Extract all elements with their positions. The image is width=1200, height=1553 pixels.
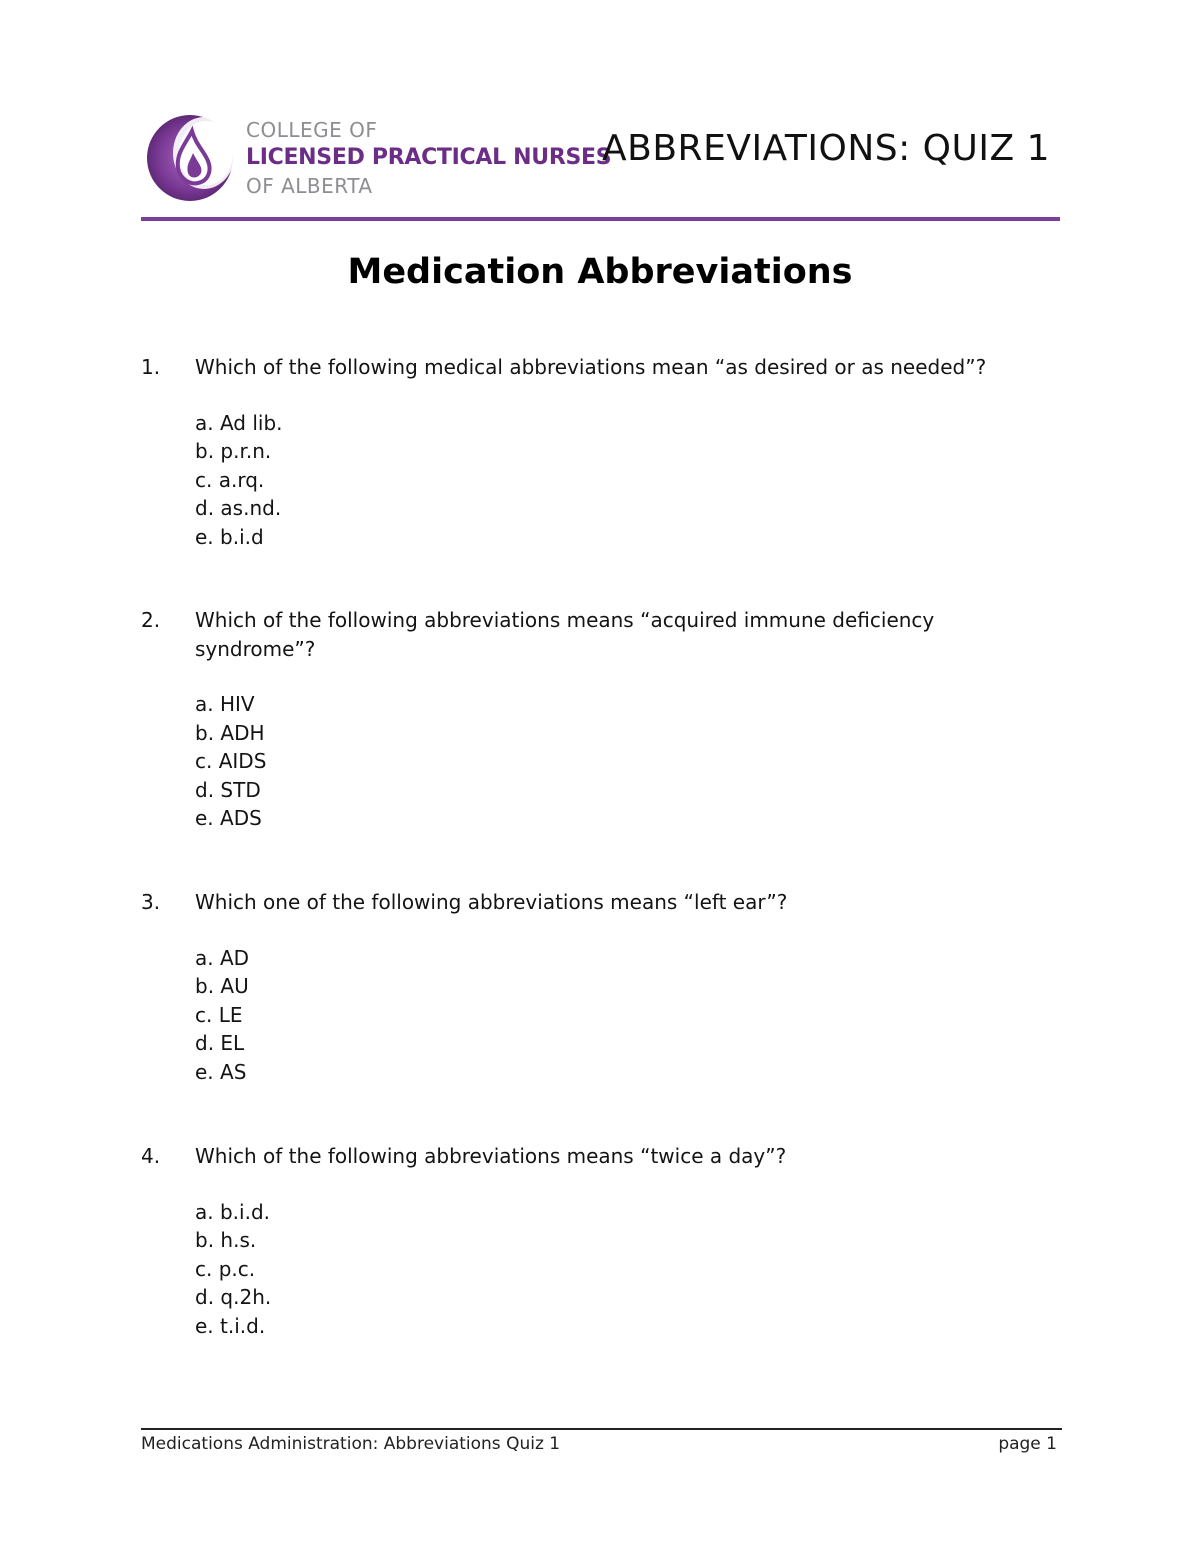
answer-option: d. q.2h.	[195, 1285, 272, 1309]
logo-wordmark	[246, 117, 612, 199]
logo-line-college-of: COLLEGE OF	[246, 118, 378, 142]
answer-option: d. EL	[195, 1031, 245, 1055]
question-1	[141, 353, 1041, 551]
answer-options	[195, 690, 1041, 833]
question-3	[141, 888, 1041, 1086]
answer-options	[195, 1198, 1041, 1341]
logo-line-licensed-practical-nurses: LICENSED PRACTICAL NURSES	[246, 145, 612, 170]
question-text: Which of the following abbreviations means “twice a day”?	[195, 1144, 787, 1168]
question-2	[141, 606, 1041, 833]
organization-logo	[146, 113, 612, 203]
flame-drop-icon	[146, 113, 238, 203]
answer-option: a. AD	[195, 945, 250, 970]
answer-option: d. STD	[195, 777, 261, 802]
answer-option: e. AS	[195, 1059, 247, 1084]
question-text: Which of the following medical abbreviations mean “as desired or as needed”?	[195, 355, 987, 379]
footer-document-title: Medications Administration: Abbreviations Quiz 1	[141, 1434, 561, 1454]
question-number: 3.	[141, 890, 161, 914]
answer-option: b. h.s.	[195, 1228, 257, 1252]
page-number: page 1	[998, 1434, 1057, 1454]
answer-option: e. t.i.d.	[195, 1313, 266, 1338]
answer-option: a. Ad lib.	[195, 410, 283, 435]
question-text: Which one of the following abbreviations means “left ear”?	[195, 890, 788, 914]
question-number: 4.	[141, 1144, 161, 1168]
answer-option: e. ADS	[195, 806, 262, 830]
footer-divider	[141, 1428, 1062, 1430]
logo-line-of-alberta: OF ALBERTA	[246, 174, 373, 198]
header-divider	[141, 217, 1060, 221]
answer-option: b. ADH	[195, 720, 265, 745]
answer-option: b. p.r.n.	[195, 439, 272, 463]
answer-option: a. b.i.d.	[195, 1199, 270, 1224]
question-4	[141, 1142, 1041, 1340]
answer-options	[195, 409, 1041, 552]
question-number: 2.	[141, 608, 161, 632]
answer-option: c. p.c.	[195, 1256, 256, 1281]
answer-option: c. LE	[195, 1002, 243, 1027]
answer-option: c. a.rq.	[195, 467, 265, 492]
quiz-title: ABBREVIATIONS: QUIZ 1	[602, 128, 1050, 169]
answer-option: d. as.nd.	[195, 496, 282, 520]
answer-option: a. HIV	[195, 692, 255, 716]
question-text: Which of the following abbreviations means “acquired immune deficiency syndrome”?	[195, 608, 935, 661]
answer-option: b. AU	[195, 974, 249, 998]
answer-option: e. b.i.d	[195, 524, 264, 549]
question-number: 1.	[141, 355, 161, 379]
page-title: Medication Abbreviations	[347, 252, 853, 292]
answer-options	[195, 944, 1041, 1087]
answer-option: c. AIDS	[195, 749, 267, 773]
